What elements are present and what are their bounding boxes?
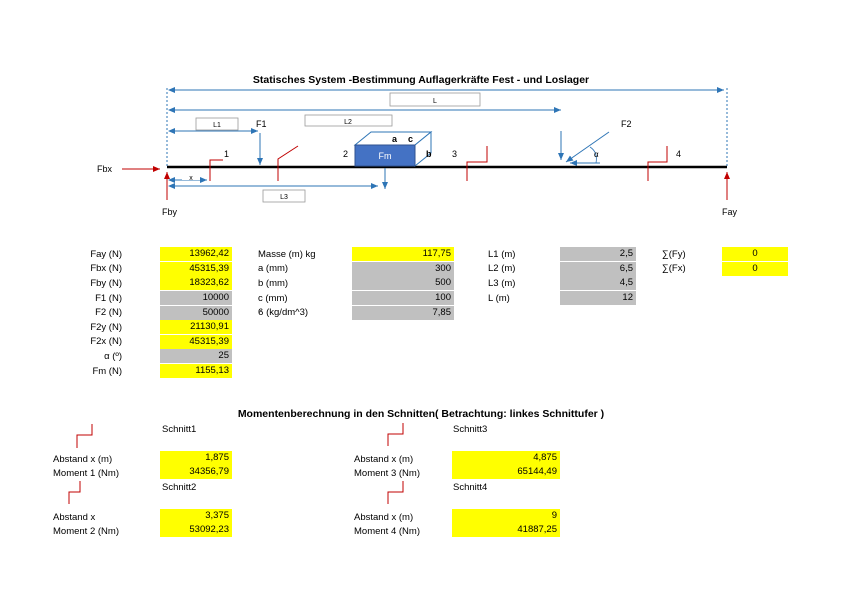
table-row <box>662 247 788 262</box>
row-value: 2,5 <box>560 247 636 261</box>
row-value: 45315,39 <box>160 335 232 349</box>
row-value: 117,75 <box>352 247 454 261</box>
static-system-diagram <box>0 0 842 230</box>
cut-symbol-1 <box>77 424 92 448</box>
page-title: Statisches System -Bestimmung Auflagerkräfte Fest - und Loslager <box>252 74 590 86</box>
section-1-moment-label: Moment 1 (Nm) <box>53 468 119 479</box>
f1-label: F1 <box>256 119 267 129</box>
row-value: 10000 <box>160 291 232 305</box>
section-1-moment-value: 34356,79 <box>160 465 232 479</box>
row-label: L (m) <box>488 292 510 304</box>
moments-cut-symbols <box>0 400 842 520</box>
row-label: b (mm) <box>258 277 289 289</box>
section-3-title: Schnitt3 <box>453 424 488 435</box>
section-1-title: Schnitt1 <box>162 424 197 435</box>
row-value: 25 <box>160 349 232 363</box>
table-row <box>60 335 232 350</box>
table-row <box>60 276 232 291</box>
table-row <box>488 262 636 277</box>
row-value: 12 <box>560 291 636 305</box>
row-label: c (mm) <box>258 292 288 304</box>
section-3-x-label: Abstand x (m) <box>354 454 414 465</box>
table-row <box>662 262 788 277</box>
row-label: ϐ (kg/dm^3) <box>258 307 309 319</box>
row-value: 100 <box>352 291 454 305</box>
table-row <box>60 349 232 364</box>
section-1-x-value: 1,875 <box>160 451 232 465</box>
section-4-x-label: Abstand x (m) <box>354 512 414 523</box>
row-label: L1 (m) <box>488 248 516 260</box>
row-label: F2y (N) <box>90 321 122 333</box>
row-value: 6,5 <box>560 262 636 276</box>
cut-1-label: 1 <box>224 149 230 159</box>
row-value: 300 <box>352 262 454 276</box>
section-4-moment-value: 41887,25 <box>452 523 560 537</box>
section-2-x-label: Abstand x <box>53 512 96 523</box>
cut-symbol-4 <box>388 481 403 504</box>
cut-4-marker <box>648 146 667 181</box>
row-label: Masse (m) kg <box>258 248 316 260</box>
section-4-title: Schnitt4 <box>453 482 488 493</box>
table-row <box>60 291 232 306</box>
table-mass <box>258 247 454 320</box>
row-value: 45315,39 <box>160 262 232 276</box>
table-row <box>60 320 232 335</box>
row-label: α (º) <box>104 350 122 362</box>
table-row <box>60 247 232 262</box>
row-value: 0 <box>722 247 788 261</box>
row-label: L3 (m) <box>488 277 516 289</box>
row-value: 18323,62 <box>160 276 232 290</box>
row-label: Fbx (N) <box>90 263 122 275</box>
cut-1-marker <box>210 160 223 181</box>
row-label: a (mm) <box>258 263 289 275</box>
cut-4-label: 4 <box>676 149 682 159</box>
table-row <box>60 262 232 277</box>
row-value: 13962,42 <box>160 247 232 261</box>
section-2-x-value: 3,375 <box>160 509 232 523</box>
moments-title: Momentenberechnung in den Schnitten( Betrachtung: linkes Schnittufer ) <box>237 408 605 420</box>
f2-arrow <box>566 132 609 162</box>
section-4-x-value: 9 <box>452 509 560 523</box>
section-1-x-label: Abstand x (m) <box>53 454 113 465</box>
row-value: 50000 <box>160 306 232 320</box>
table-row <box>258 291 454 306</box>
row-label: F2 (N) <box>95 307 122 319</box>
dim-a-label: a <box>392 134 398 144</box>
dim-b-label: b <box>426 149 432 159</box>
row-value: 1155,13 <box>160 364 232 378</box>
row-label: Fm (N) <box>92 365 122 377</box>
row-label: F2x (N) <box>90 336 122 348</box>
row-value: 7,85 <box>352 306 454 320</box>
section-3-x-value: 4,875 <box>452 451 560 465</box>
row-value: 4,5 <box>560 276 636 290</box>
cut-symbol-2 <box>69 481 80 504</box>
table-row <box>60 364 232 379</box>
dim-label-l: L <box>433 98 437 105</box>
table-reactions <box>60 247 232 378</box>
dim-label-x: x <box>189 175 193 182</box>
dim-c-label: c <box>408 134 414 144</box>
row-label: ∑(Fx) <box>662 263 686 275</box>
mass-label: Fm <box>378 151 392 161</box>
table-row <box>488 291 636 306</box>
table-row <box>258 247 454 262</box>
dim-label-l3: L3 <box>280 194 288 201</box>
row-label: Fay (N) <box>90 248 122 260</box>
cut-2-marker <box>278 146 298 181</box>
row-value: 0 <box>722 262 788 276</box>
cut-2-label: 2 <box>343 149 349 159</box>
row-label: L2 (m) <box>488 263 516 275</box>
row-value: 21130,91 <box>160 320 232 334</box>
dim-label-l2: L2 <box>344 119 352 126</box>
table-row <box>258 276 454 291</box>
section-2-moment-label: Moment 2 (Nm) <box>53 526 119 537</box>
row-label: F1 (N) <box>95 292 122 304</box>
table-row <box>60 305 232 320</box>
table-sums <box>662 247 788 276</box>
cut-symbol-3 <box>388 423 403 446</box>
section-4-moment-label: Moment 4 (Nm) <box>354 526 420 537</box>
f2-label: F2 <box>621 119 632 129</box>
table-row <box>488 247 636 262</box>
cut-3-marker <box>467 146 487 181</box>
fby-label: Fby <box>162 207 178 217</box>
section-3-moment-label: Moment 3 (Nm) <box>354 468 420 479</box>
row-label: ∑(Fy) <box>662 248 686 260</box>
section-2-moment-value: 53092,23 <box>160 523 232 537</box>
row-label: Fby (N) <box>90 277 122 289</box>
row-value: 500 <box>352 276 454 290</box>
table-lengths <box>488 247 636 305</box>
cut-3-label: 3 <box>452 149 458 159</box>
table-row <box>488 276 636 291</box>
alpha-label: α <box>594 150 599 159</box>
table-row <box>258 262 454 277</box>
fay-label: Fay <box>722 207 738 217</box>
table-row <box>258 305 454 320</box>
dim-label-l1: L1 <box>213 122 221 129</box>
section-2-title: Schnitt2 <box>162 482 197 493</box>
fbx-label: Fbx <box>97 164 113 174</box>
section-3-moment-value: 65144,49 <box>452 465 560 479</box>
